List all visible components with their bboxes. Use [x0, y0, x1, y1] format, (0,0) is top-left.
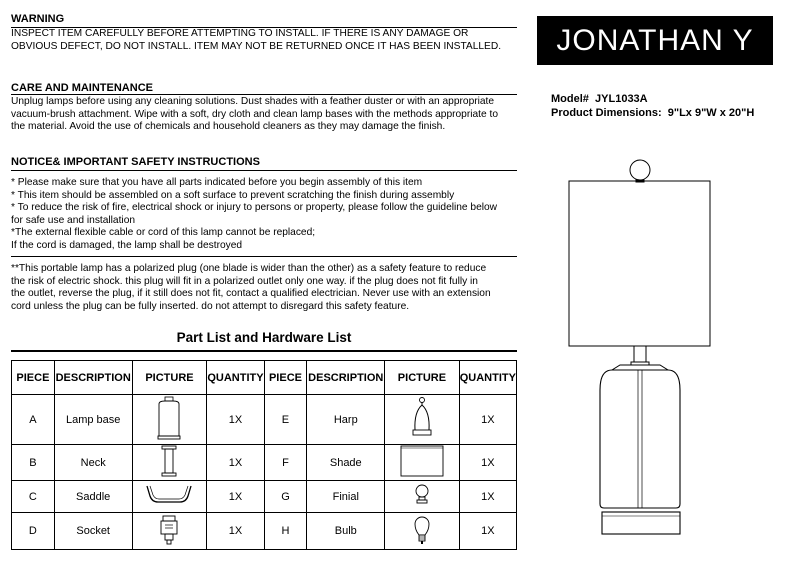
- lamp-base-drawing: [602, 512, 680, 534]
- plug-line: the risk of electric shock. this plug will fit in a polarized outlet only one way. if the plug does not fit fully in: [11, 275, 478, 287]
- col-header: PIECE: [12, 361, 55, 395]
- piece-cell: B: [12, 445, 55, 481]
- quantity-cell: 1X: [459, 481, 516, 513]
- col-header: DESCRIPTION: [307, 361, 385, 395]
- table-row: [12, 395, 517, 445]
- picture-cell: [385, 481, 460, 513]
- warning-text: [11, 28, 501, 53]
- col-header: PICTURE: [132, 361, 207, 395]
- quantity-cell: 1X: [207, 481, 264, 513]
- finial-drawing: [630, 160, 650, 182]
- parts-table: [11, 360, 517, 550]
- brand-logo: JONATHAN Y: [537, 16, 773, 65]
- picture-cell: [385, 445, 460, 481]
- lamp-body-drawing: [600, 370, 680, 508]
- picture-cell: [385, 395, 460, 445]
- notice-title: NOTICE& IMPORTANT SAFETY INSTRUCTIONS: [11, 156, 260, 168]
- care-line: vacuum-brush attachment. Wipe with a soft, dry cloth and clean lamp bases with the methods appropriate to: [11, 108, 498, 120]
- care-line: Unplug lamps before using any cleaning solutions. Dust shades with a feather duster or with an appropriate: [11, 96, 495, 107]
- finial-icon: [414, 483, 430, 507]
- notice-text: [11, 177, 497, 252]
- plug-line: cord unless the plug can be fully inserted. do not attempt to disregard this safety feature.: [11, 300, 410, 312]
- picture-cell: [132, 445, 207, 481]
- notice-line: for safe use and installation: [11, 214, 136, 226]
- care-rule: [11, 94, 517, 95]
- product-dimensions: [551, 107, 754, 119]
- model-label: Model#: [551, 93, 589, 105]
- warning-title: WARNING: [11, 13, 65, 25]
- care-title: CARE AND MAINTENANCE: [11, 82, 153, 94]
- piece-cell: D: [12, 513, 55, 550]
- dims-label: Product Dimensions:: [551, 107, 662, 119]
- table-row: [12, 481, 517, 513]
- col-header: DESCRIPTION: [54, 361, 132, 395]
- neck-icon: [159, 445, 179, 477]
- shade-icon: [400, 445, 444, 477]
- description-cell: Lamp base: [54, 395, 132, 445]
- socket-icon: [158, 515, 180, 545]
- notice-line: * Please make sure that you have all parts indicated before you begin assembly of this item: [11, 177, 423, 188]
- warning-line: OBVIOUS DEFECT, DO NOT INSTALL. ITEM MAY NOT BE RETURNED ONCE IT HAS BEEN INSTALLED.: [11, 40, 502, 52]
- lamp-illustration: [560, 150, 720, 550]
- quantity-cell: 1X: [459, 513, 516, 550]
- picture-cell: [385, 513, 460, 550]
- notice-rule: [11, 170, 517, 171]
- plug-line: the outlet, reverse the plug, if it still does not fit, contact a qualified electrician. Never use with an extension: [11, 288, 491, 299]
- warning-line: INSPECT ITEM CAREFULLY BEFORE ATTEMPTING TO INSTALL. IF THERE IS ANY DAMAGE OR: [11, 28, 469, 39]
- description-cell: Neck: [54, 445, 132, 481]
- quantity-cell: 1X: [459, 395, 516, 445]
- description-cell: Saddle: [54, 481, 132, 513]
- table-row: [12, 513, 517, 550]
- quantity-cell: 1X: [207, 513, 264, 550]
- picture-cell: [132, 395, 207, 445]
- saddle-icon: [144, 482, 194, 508]
- piece-cell: E: [264, 395, 307, 445]
- table-row: [12, 445, 517, 481]
- care-line: the material. Avoid the use of chemicals and household cleaners as they may damage the finish.: [11, 121, 446, 132]
- picture-cell: [132, 513, 207, 550]
- description-cell: Bulb: [307, 513, 385, 550]
- shade-drawing: [569, 181, 710, 346]
- col-header: QUANTITY: [459, 361, 516, 395]
- piece-cell: G: [264, 481, 307, 513]
- col-header: PIECE: [264, 361, 307, 395]
- neck-drawing: [631, 346, 649, 365]
- notice-line: If the cord is damaged, the lamp shall be destroyed: [11, 239, 243, 251]
- part-list-rule: [11, 350, 517, 352]
- notice-line: *The external flexible cable or cord of this lamp cannot be replaced;: [11, 227, 316, 238]
- bulb-icon: [413, 515, 431, 545]
- care-text: [11, 96, 498, 134]
- piece-cell: F: [264, 445, 307, 481]
- description-cell: Shade: [307, 445, 385, 481]
- plug-rule: [11, 256, 517, 257]
- description-cell: Socket: [54, 513, 132, 550]
- model-value: JYL1033A: [595, 93, 648, 105]
- piece-cell: C: [12, 481, 55, 513]
- harp-icon: [410, 396, 434, 440]
- description-cell: Finial: [307, 481, 385, 513]
- quantity-cell: 1X: [459, 445, 516, 481]
- notice-line: * This item should be assembled on a soft surface to prevent scratching the finish during assembly: [11, 189, 455, 201]
- piece-cell: H: [264, 513, 307, 550]
- model-number: [551, 93, 648, 105]
- col-header: QUANTITY: [207, 361, 264, 395]
- picture-cell: [132, 481, 207, 513]
- quantity-cell: 1X: [207, 445, 264, 481]
- description-cell: Harp: [307, 395, 385, 445]
- part-list-title: Part List and Hardware List: [176, 330, 352, 345]
- plug-line: **This portable lamp has a polarized plug (one blade is wider than the other) as a safety feature to reduce: [11, 263, 487, 274]
- table-header-row: [12, 361, 517, 395]
- col-header: PICTURE: [385, 361, 460, 395]
- quantity-cell: 1X: [207, 395, 264, 445]
- piece-cell: A: [12, 395, 55, 445]
- plug-text: [11, 263, 491, 313]
- dims-value: 9"Lx 9"W x 20"H: [667, 107, 755, 119]
- notice-line: * To reduce the risk of fire, electrical shock or injury to persons or property, please follow the guideline below: [11, 202, 498, 213]
- lamp-base-icon: [154, 396, 184, 440]
